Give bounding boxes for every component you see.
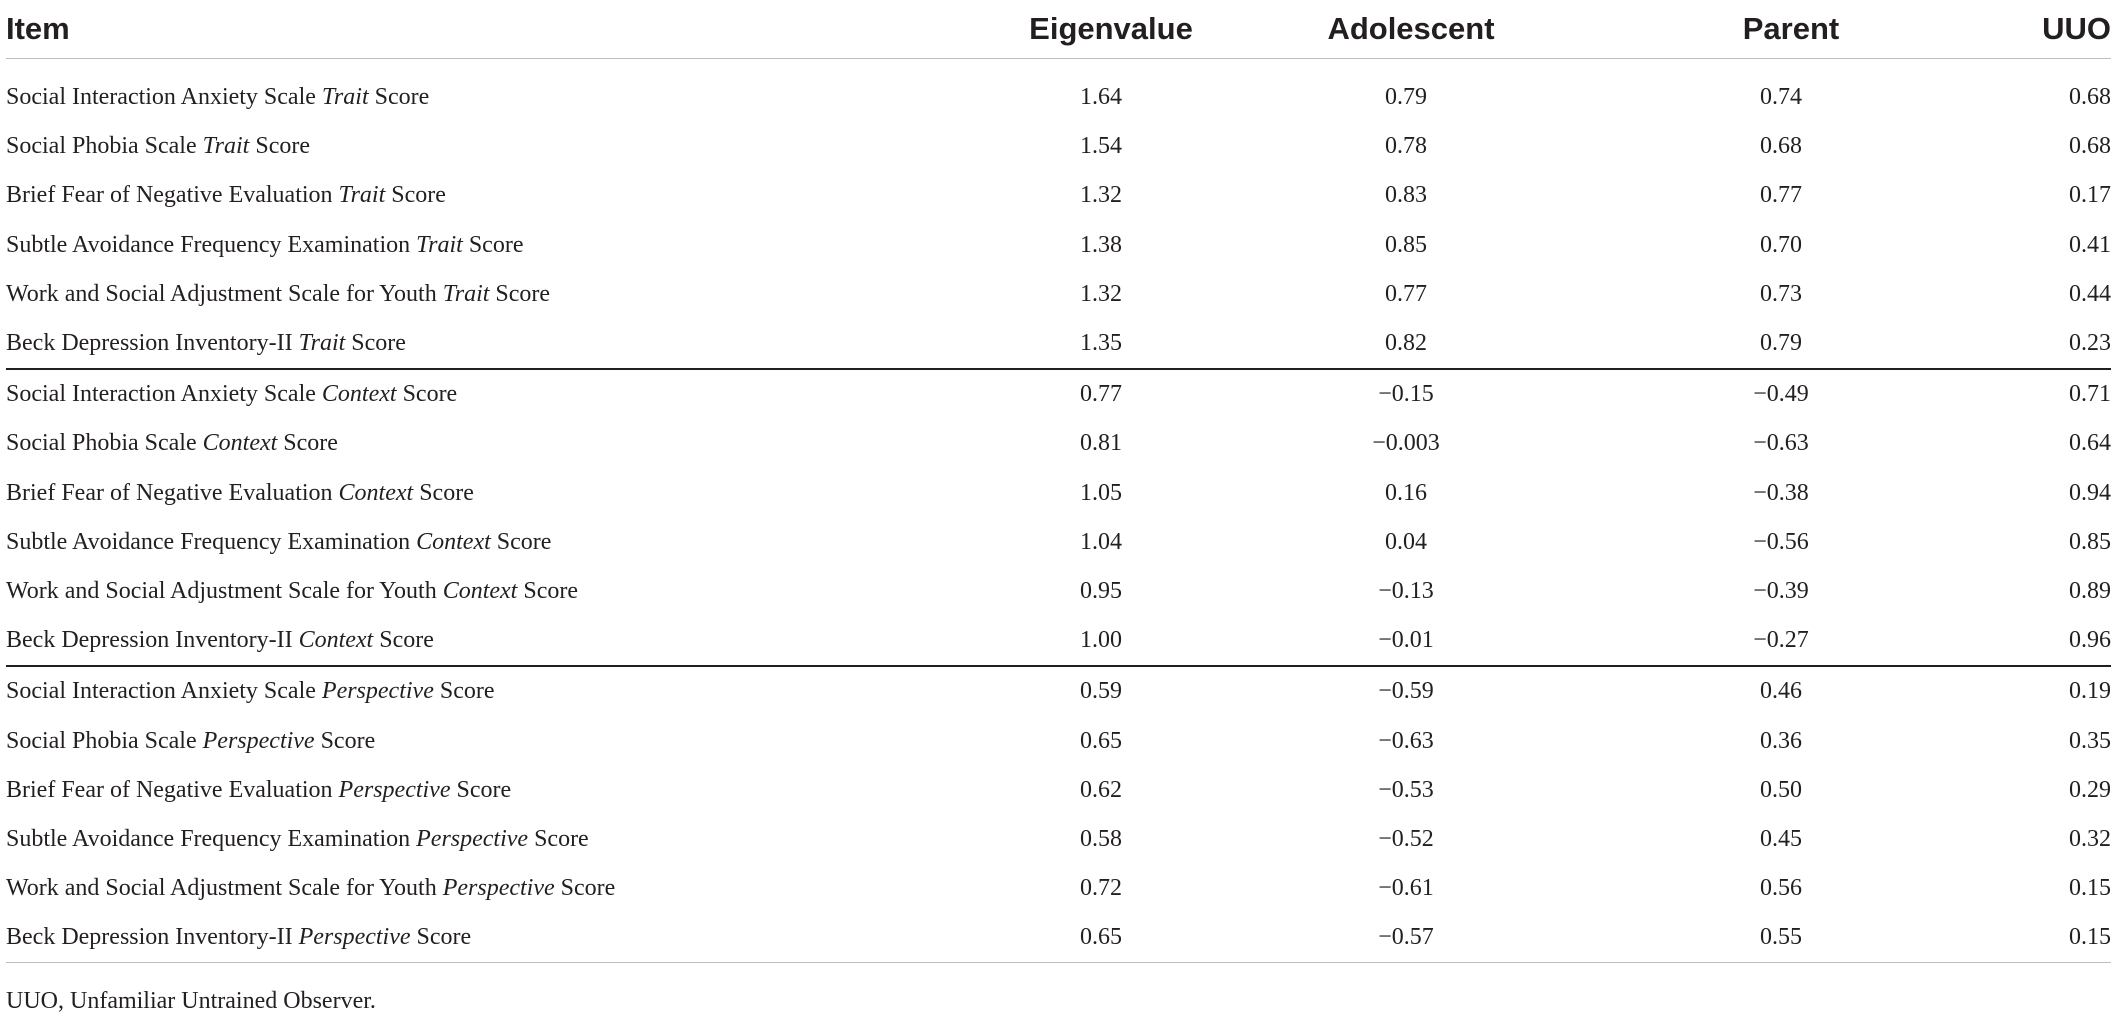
item-label-prefix: Social Interaction Anxiety Scale	[6, 84, 322, 111]
table-row	[6, 815, 2111, 864]
cell-parent: 0.74	[1760, 84, 1802, 111]
cell-uuo: 0.32	[2069, 825, 2111, 852]
item-label-suffix: Score	[314, 727, 376, 754]
cell-parent: 0.77	[1760, 182, 1802, 209]
item-label-suffix: Score	[450, 776, 512, 803]
item-label-emphasis: Context	[442, 577, 518, 604]
cell-eigenvalue: 1.38	[1080, 231, 1122, 258]
item-label-suffix: Score	[345, 330, 406, 357]
cell-eigenvalue: 0.62	[1080, 776, 1122, 803]
item-label-emphasis: Context	[338, 479, 414, 506]
item-label-prefix: Subtle Avoidance Frequency Examination	[6, 528, 417, 555]
item-label-suffix: Score	[462, 231, 524, 258]
cell-adolescent: −0.57	[1196, 913, 1536, 963]
item-label-emphasis: Context	[202, 430, 278, 457]
cell-eigenvalue: 0.65	[806, 913, 1196, 963]
cell-eigenvalue: 0.72	[1080, 875, 1122, 902]
cell-parent: 0.79	[1536, 319, 1876, 369]
table-row	[6, 518, 2111, 567]
item-label-prefix: Beck Depression Inventory-II	[6, 924, 299, 951]
item-label-prefix: Beck Depression Inventory-II	[6, 627, 299, 654]
cell-uuo: 0.35	[2069, 727, 2111, 754]
cell-item	[6, 616, 806, 666]
item-label-prefix: Social Interaction Anxiety Scale	[6, 678, 322, 705]
table-row	[6, 716, 2111, 765]
item-label-emphasis: Trait	[416, 231, 463, 258]
cell-parent: 0.50	[1760, 776, 1802, 803]
cell-uuo: 0.19	[2069, 678, 2111, 705]
cell-parent: 0.55	[1536, 913, 1876, 963]
header-parent: Parent	[1536, 0, 1876, 59]
cell-adolescent: −0.01	[1196, 616, 1536, 666]
cell-eigenvalue: 0.77	[1080, 381, 1122, 408]
cell-uuo: 0.96	[1876, 616, 2111, 666]
cell-uuo: 0.85	[2069, 528, 2111, 555]
cell-eigenvalue: 0.95	[1080, 577, 1122, 604]
item-label-suffix: Score	[410, 924, 472, 951]
item-label-prefix: Social Phobia Scale	[6, 133, 203, 160]
item-label-prefix: Work and Social Adjustment Scale for Youth	[6, 875, 443, 902]
item-label-suffix: Score	[385, 182, 446, 209]
item-label-suffix: Score	[528, 825, 589, 852]
cell-uuo: 0.15	[2069, 875, 2111, 902]
cell-eigenvalue: 1.05	[1080, 479, 1122, 506]
header-row	[6, 0, 2111, 59]
item-label-prefix: Social Phobia Scale	[6, 727, 203, 754]
cell-adolescent: −0.15	[1378, 381, 1434, 408]
cell-item	[6, 469, 806, 518]
item-label-prefix: Brief Fear of Negative Evaluation	[6, 776, 339, 803]
item-label-emphasis: Perspective	[442, 875, 555, 902]
table-row	[6, 864, 2111, 913]
cell-item	[6, 171, 806, 220]
cell-item	[6, 369, 806, 419]
item-label-prefix: Social Phobia Scale	[6, 430, 203, 457]
cell-eigenvalue: 0.65	[1080, 727, 1122, 754]
item-label-suffix: Score	[368, 84, 430, 111]
item-label-emphasis: Context	[298, 627, 374, 654]
header-adolescent: Adolescent	[1196, 0, 1536, 59]
cell-adolescent: 0.04	[1385, 528, 1427, 555]
table-body	[6, 59, 2111, 963]
cell-item	[6, 815, 806, 864]
table-footnote: UUO, Unfamiliar Untrained Observer.	[6, 988, 376, 1014]
cell-item	[6, 59, 806, 123]
cell-item	[6, 518, 806, 567]
cell-uuo: 0.94	[2069, 479, 2111, 506]
cell-adolescent: −0.59	[1378, 678, 1434, 705]
cell-adolescent: 0.85	[1385, 231, 1427, 258]
loadings-table	[6, 0, 2111, 963]
cell-item	[6, 716, 806, 765]
item-label-emphasis: Perspective	[298, 924, 411, 951]
item-label-suffix: Score	[517, 577, 579, 604]
cell-uuo: 0.17	[2069, 182, 2111, 209]
table-row	[6, 766, 2111, 815]
item-label-emphasis: Trait	[298, 330, 346, 357]
table-row	[6, 270, 2111, 319]
item-label-suffix: Score	[413, 479, 474, 506]
item-label-emphasis: Context	[416, 528, 491, 555]
header-eigenvalue: Eigenvalue	[806, 0, 1196, 59]
cell-eigenvalue: 1.32	[1080, 182, 1122, 209]
cell-item	[6, 419, 806, 468]
cell-eigenvalue: 1.54	[1080, 133, 1122, 160]
header-uuo: UUO	[1876, 0, 2111, 59]
cell-parent: −0.38	[1753, 479, 1809, 506]
cell-adolescent: −0.53	[1378, 776, 1434, 803]
cell-adolescent: 0.79	[1385, 84, 1427, 111]
cell-adolescent: −0.61	[1378, 875, 1434, 902]
cell-item	[6, 766, 806, 815]
item-label-prefix: Work and Social Adjustment Scale for Youth	[6, 280, 443, 307]
cell-uuo: 0.29	[2069, 776, 2111, 803]
item-label-suffix: Score	[249, 133, 310, 160]
cell-adolescent: −0.63	[1378, 727, 1434, 754]
table-row	[6, 369, 2111, 419]
item-label-emphasis: Trait	[321, 84, 369, 111]
cell-adolescent: −0.52	[1378, 825, 1434, 852]
cell-eigenvalue: 0.59	[1080, 678, 1122, 705]
loadings-table-container	[6, 0, 2111, 963]
cell-parent: −0.27	[1536, 616, 1876, 666]
item-label-prefix: Brief Fear of Negative Evaluation	[6, 182, 339, 209]
cell-uuo: 0.64	[2069, 430, 2111, 457]
table-header	[6, 0, 2111, 59]
item-label-emphasis: Perspective	[202, 727, 315, 754]
item-label-prefix: Beck Depression Inventory-II	[6, 330, 299, 357]
item-label-emphasis: Perspective	[416, 825, 529, 852]
table-row	[6, 122, 2111, 171]
cell-item	[6, 864, 806, 913]
item-label-prefix: Subtle Avoidance Frequency Examination	[6, 231, 417, 258]
cell-uuo: 0.44	[2069, 280, 2111, 307]
cell-adolescent: 0.82	[1196, 319, 1536, 369]
table-row	[6, 59, 2111, 123]
item-label-emphasis: Perspective	[338, 776, 451, 803]
cell-parent: 0.68	[1760, 133, 1802, 160]
item-label-emphasis: Trait	[202, 133, 250, 160]
cell-eigenvalue: 0.58	[1080, 825, 1122, 852]
cell-uuo: 0.41	[2069, 231, 2111, 258]
table-row	[6, 171, 2111, 220]
item-label-prefix: Brief Fear of Negative Evaluation	[6, 479, 339, 506]
cell-parent: 0.36	[1760, 727, 1802, 754]
cell-parent: 0.45	[1760, 825, 1802, 852]
cell-eigenvalue: 1.32	[1080, 280, 1122, 307]
table-row	[6, 221, 2111, 270]
cell-item	[6, 319, 806, 369]
cell-parent: −0.39	[1753, 577, 1809, 604]
item-label-prefix: Subtle Avoidance Frequency Examination	[6, 825, 417, 852]
table-row	[6, 666, 2111, 716]
header-item: Item	[6, 0, 806, 59]
cell-eigenvalue: 1.64	[1080, 84, 1122, 111]
cell-eigenvalue: 1.35	[806, 319, 1196, 369]
cell-uuo: 0.23	[1876, 319, 2111, 369]
item-label-suffix: Score	[554, 875, 616, 902]
table-row	[6, 419, 2111, 468]
cell-item	[6, 666, 806, 716]
table-row	[6, 469, 2111, 518]
item-label-emphasis: Perspective	[321, 678, 434, 705]
cell-parent: 0.73	[1760, 280, 1802, 307]
cell-adolescent: 0.83	[1385, 182, 1427, 209]
cell-item	[6, 270, 806, 319]
table-row	[6, 616, 2111, 666]
table-row	[6, 913, 2111, 963]
cell-uuo: 0.68	[2069, 133, 2111, 160]
cell-uuo: 0.68	[2069, 84, 2111, 111]
item-label-suffix: Score	[373, 627, 434, 654]
item-label-suffix: Score	[277, 430, 338, 457]
cell-eigenvalue: 0.81	[1080, 430, 1122, 457]
cell-uuo: 0.89	[2069, 577, 2111, 604]
cell-adolescent: −0.13	[1378, 577, 1434, 604]
cell-adolescent: −0.003	[1372, 430, 1440, 457]
cell-uuo: 0.15	[1876, 913, 2111, 963]
cell-item	[6, 913, 806, 963]
cell-parent: −0.49	[1753, 381, 1809, 408]
item-label-prefix: Work and Social Adjustment Scale for Youth	[6, 577, 443, 604]
item-label-suffix: Score	[396, 381, 458, 408]
cell-adolescent: 0.16	[1385, 479, 1427, 506]
item-label-emphasis: Context	[321, 381, 397, 408]
item-label-suffix: Score	[489, 280, 551, 307]
cell-item	[6, 221, 806, 270]
item-label-suffix: Score	[490, 528, 552, 555]
cell-parent: −0.63	[1753, 430, 1809, 457]
cell-item	[6, 122, 806, 171]
item-label-emphasis: Trait	[338, 182, 386, 209]
cell-adolescent: 0.78	[1385, 133, 1427, 160]
table-row	[6, 567, 2111, 616]
cell-item	[6, 567, 806, 616]
item-label-suffix: Score	[433, 678, 495, 705]
cell-parent: 0.56	[1760, 875, 1802, 902]
cell-uuo: 0.71	[2069, 381, 2111, 408]
cell-eigenvalue: 1.00	[806, 616, 1196, 666]
item-label-prefix: Social Interaction Anxiety Scale	[6, 381, 322, 408]
table-row	[6, 319, 2111, 369]
cell-parent: 0.46	[1760, 678, 1802, 705]
cell-parent: 0.70	[1760, 231, 1802, 258]
cell-adolescent: 0.77	[1385, 280, 1427, 307]
item-label-emphasis: Trait	[442, 280, 490, 307]
cell-parent: −0.56	[1753, 528, 1809, 555]
cell-eigenvalue: 1.04	[1080, 528, 1122, 555]
